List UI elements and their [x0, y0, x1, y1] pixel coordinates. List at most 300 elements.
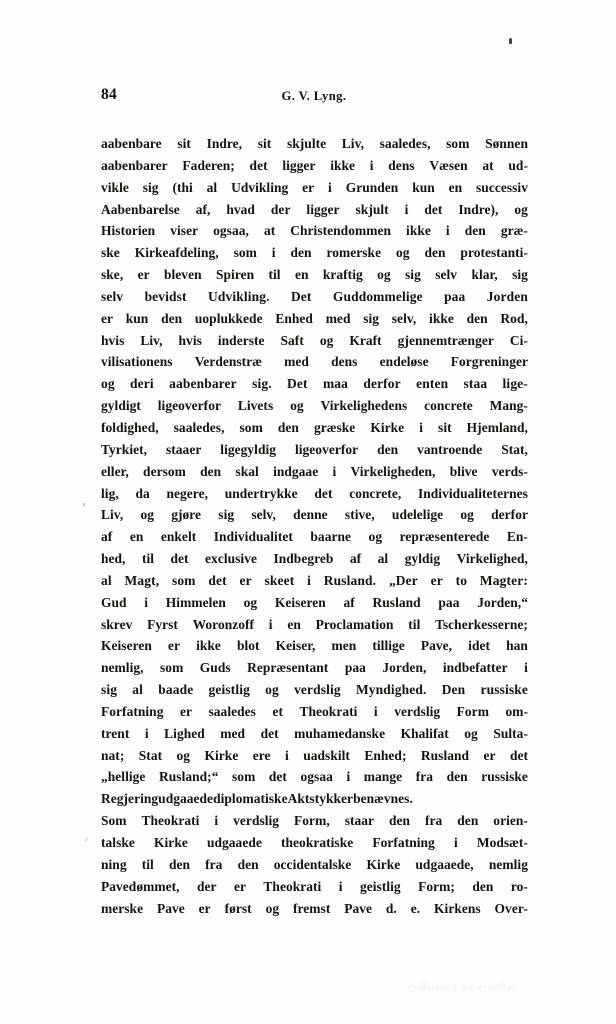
word: ligegyldig	[220, 441, 277, 457]
word: Forfatning	[101, 703, 164, 719]
word: Liv,	[341, 136, 365, 151]
word: det	[208, 572, 227, 588]
word: benævnes.	[353, 791, 413, 807]
word: den	[464, 223, 486, 239]
word: i	[369, 157, 374, 173]
ink-speck-artifact	[509, 38, 512, 44]
word: i	[338, 878, 343, 894]
running-title: G. V. Lyng.	[281, 89, 347, 103]
word: det	[509, 747, 528, 763]
word: er	[167, 638, 180, 654]
word: ligger	[306, 201, 340, 217]
word: to	[455, 572, 468, 588]
word: som	[160, 660, 184, 676]
word: ikke	[406, 223, 431, 239]
word: Indre,	[206, 136, 243, 151]
word: kun	[125, 310, 149, 326]
word: Sønnen	[485, 136, 528, 151]
word: Individualiteternes	[417, 485, 528, 501]
word: undertrykke	[224, 485, 298, 501]
word: al	[206, 179, 218, 195]
word: muhamedanske	[294, 725, 386, 741]
word: det	[268, 769, 287, 785]
text-line	[101, 745, 528, 767]
word: ske,	[101, 267, 124, 283]
word: sit	[257, 136, 272, 151]
word: al	[132, 682, 144, 698]
word: nemlig,	[101, 660, 144, 676]
text-line	[101, 876, 528, 898]
word: Himmelen	[165, 594, 226, 610]
word: af	[349, 551, 362, 567]
word: en	[294, 267, 309, 283]
text-line	[101, 832, 528, 854]
text-line	[101, 199, 528, 221]
word: baarne	[310, 529, 352, 545]
word: aabenbarer	[101, 157, 168, 173]
word: Virkelighed,	[456, 551, 528, 567]
word: Pave	[344, 900, 373, 916]
word: i	[453, 835, 458, 850]
word: udgaaede	[206, 835, 262, 850]
word: Historien	[101, 223, 156, 239]
word: og	[464, 725, 478, 741]
word: og	[460, 507, 474, 523]
word: det	[424, 201, 443, 217]
word: sig	[218, 507, 235, 523]
word: af	[343, 594, 355, 610]
word: (thi	[172, 179, 193, 195]
word: aabenbarer	[169, 376, 237, 392]
word: staaer	[165, 441, 202, 457]
word: Form,	[294, 813, 330, 829]
text-line	[101, 657, 528, 679]
word: concrete	[424, 398, 473, 414]
word: sig.	[252, 376, 272, 392]
text-line	[101, 330, 528, 352]
word: og	[377, 267, 391, 283]
word: concrete,	[349, 485, 402, 501]
word: i	[214, 813, 219, 829]
word: Aktstykker	[287, 791, 354, 807]
word: med	[220, 725, 246, 741]
text-line	[101, 614, 528, 636]
text-line	[101, 155, 528, 177]
word: med	[325, 310, 351, 326]
word: den	[466, 310, 488, 326]
word: nat;	[101, 747, 125, 763]
word: fra	[415, 769, 433, 785]
word: Modsæt-	[476, 835, 528, 850]
word: Jorden,	[382, 660, 427, 676]
word: ligeoverfor	[157, 398, 221, 414]
word: Individualitet	[213, 529, 293, 545]
word: foldighed,	[101, 419, 159, 435]
word: og	[140, 507, 154, 523]
word: paa	[344, 660, 366, 676]
word: sig	[512, 267, 528, 283]
text-line	[101, 526, 528, 548]
word: vantroende	[417, 441, 483, 457]
word: som	[233, 245, 257, 261]
word: Væsen	[429, 157, 468, 173]
word: lig,	[101, 485, 119, 501]
word: saaledes,	[379, 136, 431, 151]
word: verdslig	[394, 703, 441, 719]
word: russiske	[481, 769, 528, 785]
word: kraftig	[322, 267, 363, 283]
word: hvis	[101, 332, 125, 348]
word: verdslig	[233, 813, 280, 829]
word: sit	[438, 419, 452, 435]
word: Udvikling.	[208, 288, 270, 304]
word: russiske	[480, 682, 528, 698]
text-line	[101, 635, 528, 657]
word: Myndighed.	[355, 682, 427, 698]
word: dens	[388, 157, 415, 173]
word: til	[141, 551, 155, 567]
text-line	[101, 351, 528, 373]
word: exclusive	[205, 551, 257, 567]
text-line	[101, 242, 528, 264]
word: Pavedømmet,	[101, 878, 180, 894]
word: den	[472, 878, 494, 894]
word: af,	[195, 201, 211, 217]
word: den	[457, 813, 479, 829]
word: til	[268, 267, 281, 283]
word: i	[524, 660, 528, 676]
word: Sulta-	[493, 725, 528, 741]
word: Aabenbarelse	[101, 201, 180, 217]
margin-fleck-artifact	[83, 503, 85, 506]
word: først	[224, 900, 252, 916]
word: det	[170, 551, 189, 567]
word: bleven	[163, 267, 202, 283]
text-line	[101, 723, 528, 745]
word: saaledes	[208, 703, 256, 719]
text-line	[101, 177, 528, 199]
word: vikle	[101, 179, 129, 195]
word: skal	[235, 463, 259, 479]
word: denne	[293, 507, 328, 523]
word: inderste	[217, 332, 265, 348]
word: Livets	[237, 398, 274, 414]
word: er	[302, 179, 315, 195]
word: Ci-	[509, 332, 528, 348]
word: Theokrati	[141, 813, 200, 829]
word: gyldigt	[101, 398, 141, 414]
word: viser	[170, 223, 199, 239]
word: Hjemland,	[466, 419, 528, 435]
word: en	[287, 616, 301, 632]
text-line	[101, 133, 528, 155]
word: den	[277, 419, 299, 435]
word: enten	[416, 376, 449, 392]
word: maa	[322, 376, 349, 392]
page-header	[0, 86, 616, 110]
word: al	[101, 572, 112, 588]
word: sig	[101, 682, 118, 698]
word: Pave,	[420, 638, 453, 654]
word: Det	[287, 376, 308, 392]
word: den	[237, 856, 259, 872]
word: udgaaede	[158, 791, 214, 807]
word: og	[368, 529, 383, 545]
word: geistlig	[208, 682, 250, 698]
word: i	[285, 747, 289, 763]
word: den	[424, 245, 446, 261]
word: den	[200, 463, 222, 479]
word: da	[135, 485, 150, 501]
text-line	[101, 439, 528, 461]
body-text-block	[101, 133, 528, 919]
word: Stat	[138, 747, 163, 763]
word: Magter:	[479, 572, 528, 588]
text-line	[101, 264, 528, 286]
word: Lighed	[164, 725, 205, 741]
word: er	[483, 747, 496, 763]
text-line	[101, 766, 528, 788]
text-line	[101, 592, 528, 614]
word: Kirkeafdeling,	[134, 245, 219, 261]
word: Theokrati	[263, 878, 322, 894]
word: og	[176, 747, 191, 763]
word: han	[506, 638, 528, 654]
word: i	[332, 463, 337, 479]
word: sig	[363, 310, 380, 326]
word: Jorden	[486, 288, 528, 304]
word: „hellige	[101, 769, 146, 785]
word: Forgreninger	[450, 354, 528, 370]
word: al	[377, 551, 389, 567]
word: indgaae	[273, 463, 319, 479]
word: i	[404, 201, 409, 217]
text-line	[101, 548, 528, 570]
word: Guds	[199, 660, 231, 676]
word: et	[272, 703, 283, 719]
word: og	[514, 201, 528, 217]
word: hed,	[101, 551, 126, 567]
word: Kraft	[349, 332, 382, 348]
word: ro-	[510, 878, 528, 894]
word: Keiseren	[274, 594, 326, 610]
word: i	[144, 725, 149, 741]
word: vilisationens	[101, 354, 173, 370]
word: tillige	[372, 638, 405, 654]
word: Rusland.	[323, 572, 377, 588]
word: græske	[313, 419, 356, 435]
word: Woronzoff	[192, 616, 255, 632]
word: Mang-	[489, 398, 528, 414]
word: Keiseren	[101, 638, 152, 654]
word: idet	[468, 638, 491, 654]
word: e.	[410, 900, 421, 916]
word: og	[243, 594, 258, 610]
text-line	[101, 504, 528, 526]
word: blive	[449, 463, 478, 479]
word: lige-	[502, 376, 528, 392]
word: protestanti-	[460, 245, 528, 261]
word: klar,	[471, 267, 498, 283]
word: paa	[438, 594, 460, 610]
word: som	[172, 572, 196, 588]
word: Pave	[156, 900, 185, 916]
word: d.	[385, 900, 397, 916]
word: diplomatiske	[213, 791, 288, 807]
word: men	[331, 638, 357, 654]
word: og	[319, 332, 334, 348]
word: udelelige	[391, 507, 444, 523]
word: Tscherkesserne;	[435, 616, 528, 632]
text-line	[101, 395, 528, 417]
word: Over-	[494, 900, 528, 916]
scan-bleed-artifact: Digitized by Google	[408, 982, 517, 994]
word: i	[144, 594, 149, 610]
word: fra	[205, 856, 223, 872]
word: selv,	[251, 507, 276, 523]
text-line	[101, 854, 528, 876]
word: i	[307, 572, 312, 588]
word: verds-	[491, 463, 528, 479]
word: Magt,	[124, 572, 160, 588]
word: uoplukkede	[194, 310, 263, 326]
word: fra	[425, 813, 443, 829]
word: Liv,	[140, 332, 163, 348]
word: Kirkens	[434, 900, 481, 916]
word: fremst	[292, 900, 331, 916]
word: dens	[331, 354, 358, 370]
word: nemlig	[488, 856, 528, 872]
word: negere,	[166, 485, 208, 501]
word: staa	[463, 376, 488, 392]
word: i	[419, 419, 424, 435]
word: Det	[290, 288, 312, 304]
word: i	[373, 703, 378, 719]
word: ligger	[282, 157, 316, 173]
text-line	[101, 679, 528, 701]
word: som	[446, 136, 470, 151]
word: Jorden,“	[477, 594, 528, 610]
word: „Der	[388, 572, 418, 588]
word: Verdenstræ	[194, 354, 262, 370]
word: enkelt	[160, 529, 197, 545]
word: eller,	[101, 463, 129, 479]
text-line	[101, 788, 528, 810]
word: er	[179, 703, 192, 719]
word: Kirke	[154, 835, 188, 850]
word: græ-	[500, 223, 528, 239]
word: indbefatter	[442, 660, 508, 676]
word: som	[232, 769, 256, 785]
word: den	[389, 813, 411, 829]
word: og	[265, 900, 280, 916]
word: aabenbare	[101, 136, 162, 151]
word: den	[446, 769, 468, 785]
word: trent	[101, 725, 130, 741]
word: Form	[456, 703, 489, 719]
word: Theokrati	[299, 703, 358, 719]
word: det	[249, 157, 268, 173]
word: Rusland;“	[159, 769, 219, 785]
word: dersom	[143, 463, 186, 479]
word: sig	[405, 267, 421, 283]
word: ske	[101, 245, 120, 261]
word: er	[239, 572, 252, 588]
word: er	[137, 267, 150, 283]
word: selv	[101, 288, 124, 304]
word: i	[268, 616, 273, 632]
word: den	[161, 310, 183, 326]
text-line	[101, 898, 528, 920]
text-line	[101, 483, 528, 505]
word: Keiser,	[275, 638, 316, 654]
word: Kirke	[366, 856, 401, 872]
word: Kirke	[370, 419, 405, 435]
word: Spiren	[215, 267, 255, 283]
word: skeet	[264, 572, 295, 588]
text-line	[101, 308, 528, 330]
word: og	[396, 245, 410, 261]
word: Kirke	[204, 747, 239, 763]
word: er	[101, 310, 114, 326]
word: med	[284, 354, 309, 370]
margin-fleck-artifact	[85, 837, 87, 842]
word: skjult	[355, 201, 389, 217]
word: Som	[101, 813, 127, 829]
word: og	[290, 398, 304, 414]
word: gjøre	[171, 507, 202, 523]
text-line	[101, 286, 528, 308]
word: Proclamation	[315, 616, 394, 632]
word: som	[239, 419, 263, 435]
word: af	[101, 529, 113, 545]
word: talske	[101, 835, 135, 850]
word: Virkelighedens	[320, 398, 408, 414]
word: Rusland	[372, 594, 421, 610]
word: i	[271, 245, 276, 261]
word: Enhed;	[364, 747, 407, 763]
word: skrev	[101, 616, 133, 632]
word: deri	[130, 376, 154, 392]
word: kun	[412, 179, 435, 195]
word: hvad	[226, 201, 255, 217]
word: orien-	[493, 813, 528, 829]
word: Liv,	[101, 507, 124, 523]
word: og	[265, 682, 279, 698]
word: selv	[435, 267, 458, 283]
word: udgaaede,	[415, 856, 474, 872]
text-line	[101, 701, 528, 723]
word: ogsaa,	[213, 223, 249, 239]
word: theokratiske	[280, 835, 354, 850]
word: blot	[236, 638, 260, 654]
word: verdslig	[294, 682, 341, 698]
word: det	[314, 485, 333, 501]
text-line	[101, 461, 528, 483]
text-line	[101, 810, 528, 832]
word: i	[445, 223, 450, 239]
word: selv,	[391, 310, 417, 326]
word: occidentalske	[273, 856, 352, 872]
word: derfor	[363, 376, 401, 392]
word: merske	[101, 900, 144, 916]
word: Forfatning	[372, 835, 435, 850]
word: sig	[142, 179, 159, 195]
word: ogsaa	[300, 769, 333, 785]
word: Guddommelige	[332, 288, 423, 304]
word: den	[168, 856, 191, 872]
word: der	[270, 201, 291, 217]
